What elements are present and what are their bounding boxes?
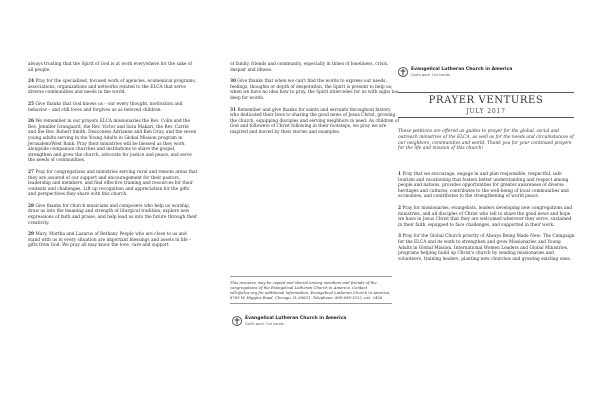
- title-top-rule: [398, 92, 574, 93]
- petition-continuation: of family, friends and community, especially in times of loneliness, crisis, despair and illness.: [230, 62, 389, 73]
- petition-1: 1 Pray that we encourage, engage in and plan responsible, respectful, safe tourism and vacationing that fosters better understanding and respect among people and nations, provides opportunities for greater awareness of diverse heritages and cultures, contributes to the well-being of local communities and economies, and contributes to the strengthening of world peace.: [398, 172, 569, 200]
- elca-logo-top: [398, 67, 512, 77]
- petition-25: 25 Give thanks that God knows us – our every thought, motivation and behavior – and still loves and forgives us as beloved children.: [28, 101, 183, 113]
- page-title: PRAYER VENTURES: [428, 95, 544, 106]
- elca-logo-bottom: [232, 316, 346, 326]
- middle-column: [230, 62, 400, 400]
- copy-permission-notice: This resource may be copied and shared among members and friends of the congregations of the Evangelical Lutheran Church in America. Contact wllc@elca.org for additional information. Evangelical Lutheran Church in America, 8765 W. Higgins Road, Chicago, IL 60631. Telephone: 800-638-3522, ext. 2456.: [230, 276, 392, 304]
- right-column: [398, 172, 576, 268]
- logo-tagline: God's work. Our hands.: [245, 321, 285, 326]
- petition-28: 28 Give thanks for church musicians and composers who help us worship, draw us into the meaning and strength of liturgical tradition, explore new expressions of faith and praise, and help lead us into the future through their creativity.: [28, 203, 198, 226]
- petition-30: 30 Give thanks that when we can't find the words to express our needs, feelings, thoughts or depth of desperation, the Spirit is present to help us; when we have no idea how to pray, the Spirit intercedes for us with sighs too deep for words.: [230, 79, 399, 101]
- issue-date: JULY 2017: [466, 108, 506, 115]
- petition-27: 27 Pray for congregations and ministries serving rural and remote areas that they are assured of our support and encouragement for their pastors, leadership and members, and find effective training and resources for their contexts and challenges. Lift up recognition and appreciation for the gifts and perspectives they share with this church.: [28, 169, 198, 198]
- logo-name: Evangelical Lutheran Church in America: [245, 316, 347, 322]
- elca-cross-icon: [232, 316, 242, 326]
- elca-cross-icon: [398, 67, 408, 77]
- petition-31: 31 Remember and give thanks for saints and servants throughout history who dedicated their lives to sharing the good news of Jesus Christ, growing the church, equipping disciples and serving neighbors in need. As children of God and followers of Christ following in their footsteps, we pray we are inspired and moved by their stories and examples.: [230, 107, 400, 135]
- intro-text: These petitions are offered as guides to prayer for the global, social and outreach ministries of the ELCA, as well as for the needs and circumstances of our neighbors, communities and world. Thank you for your continued prayers for the life and mission of this church!: [398, 129, 574, 152]
- logo-tagline: God's work. Our hands.: [411, 72, 451, 77]
- petition-29: 29 Mary, Martha and Lazarus of Bethany People who are close to us and stand with us in every situation are important blessings and assets in life – gifts from God. We pray all may know the love, care and support: [28, 232, 192, 249]
- petition-continuation: always trusting that the Spirit of God is at work everywhere for the sake of all people.: [28, 62, 193, 73]
- petition-3: 3 Pray for the Global Church priority of Always Being Made New: The Campaign for the ELCA and its work to strengthen and grow Missionaries and Young Adults in Global Mission, International Women Leaders and Global Ministries, programs helping build up Christ's church by sending missionaries and volunteers, training leaders, planting new churches and growing existing ones.: [398, 234, 575, 262]
- logo-name: Evangelical Lutheran Church in America: [411, 67, 513, 73]
- petition-2: 2 Pray for missionaries, evangelists, leaders developing new congregations and ministries, and all disciples of Christ who tell to share the good news and hope we have in Jesus Christ that they are welcomed wherever they serve, sustained in their faith, equipped to face challenges, and supported in their work.: [398, 205, 573, 228]
- petition-26: 26 We remember in our prayers ELCA missionaries the Rev. Colin and the Rev. Jennifer Grangaard, the Rev. Victor and Sara Makari, the Rev. Carrie and the Rev. Robert Smith, Deaconess Adrianne and Ken Gray, and the seven young adults serving in the Young Adults in Global Mission program in Jerusalem/West Bank. Pray their ministries will be blessed as they work alongside companion churches and institutions to share the gospel, strengthen and grow the church, advocate for justice and peace, and serve the needs of communities.: [28, 119, 197, 164]
- petition-24: 24 Pray for the specialized, focused work of agencies, ecumenical programs, associations, organizations and networks related to the ELCA that serve diverse communities and needs in the world.: [28, 79, 197, 96]
- left-column: [28, 62, 198, 400]
- title-bottom-rule: [398, 117, 574, 118]
